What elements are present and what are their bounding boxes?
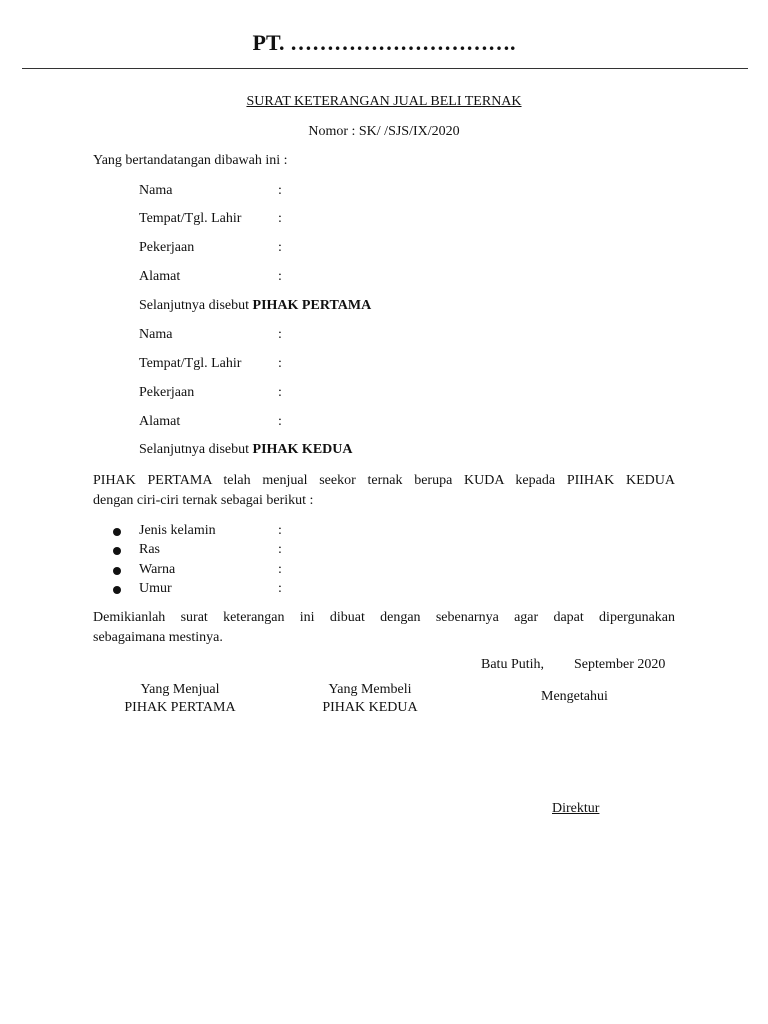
party2-field-label: Alamat (139, 414, 181, 429)
buyer-party: PIHAK KEDUA (322, 700, 418, 715)
characteristic-colon: : (278, 581, 282, 596)
header-divider (22, 68, 748, 69)
closing-statement-continued: sebagaimana mestinya. (93, 630, 223, 645)
characteristic-label: Ras (139, 542, 160, 557)
sale-statement: PIHAK PERTAMA telah menjual seekor ternak berupa KUDA kepada PIIHAK KEDUA (93, 473, 675, 488)
party1-field-colon: : (278, 240, 282, 255)
signing-place: Batu Putih, (481, 657, 545, 672)
company-header: PT. …………………………. (252, 30, 516, 55)
party1-field-label: Pekerjaan (139, 240, 195, 255)
characteristic-colon: : (278, 542, 282, 557)
party2-field-label: Tempat/Tgl. Lahir (139, 356, 242, 371)
bullet-icon (113, 567, 121, 575)
party1-designation (139, 298, 371, 314)
party2-field-colon: : (278, 327, 282, 342)
characteristic-colon: : (278, 562, 282, 577)
characteristic-label: Umur (139, 581, 172, 596)
witness-label: Mengetahui (541, 689, 608, 704)
document-title: SURAT KETERANGAN JUAL BELI TERNAK (246, 94, 522, 109)
party2-field-colon: : (278, 356, 282, 371)
bullet-icon (113, 547, 121, 555)
party1-field-label: Tempat/Tgl. Lahir (139, 211, 242, 226)
intro-text: Yang bertandatangan dibawah ini : (93, 153, 288, 168)
characteristic-label: Jenis kelamin (139, 523, 216, 538)
party1-field-colon: : (278, 269, 282, 284)
party1-field-colon: : (278, 183, 282, 198)
signing-date: September 2020 (574, 657, 666, 672)
bullet-icon (113, 586, 121, 594)
party2-field-colon: : (278, 385, 282, 400)
seller-label: Yang Menjual (140, 682, 220, 697)
party1-field-label: Alamat (139, 269, 181, 284)
bullet-icon (113, 528, 121, 536)
party1-name: PIHAK PERTAMA (252, 298, 372, 313)
seller-party: PIHAK PERTAMA (124, 700, 236, 715)
designation-prefix: Selanjutnya disebut (139, 298, 253, 313)
characteristic-colon: : (278, 523, 282, 538)
director-title: Direktur (552, 801, 600, 816)
party1-field-label: Nama (139, 183, 173, 198)
party2-field-label: Pekerjaan (139, 385, 195, 400)
party1-field-colon: : (278, 211, 282, 226)
buyer-label: Yang Membeli (328, 682, 412, 697)
closing-statement: Demikianlah surat keterangan ini dibuat dengan sebenarnya agar dapat dipergunakan (93, 610, 675, 625)
party2-name: PIHAK KEDUA (252, 442, 353, 457)
buyer-signature-block (290, 681, 450, 717)
designation-prefix: Selanjutnya disebut (139, 442, 253, 457)
document-number: Nomor : SK/ /SJS/IX/2020 (308, 124, 460, 139)
seller-signature-block (100, 681, 260, 717)
characteristic-label: Warna (139, 562, 176, 577)
party2-field-colon: : (278, 414, 282, 429)
party2-designation (139, 442, 353, 458)
sale-statement-continued: dengan ciri-ciri ternak sebagai berikut : (93, 493, 314, 508)
party2-field-label: Nama (139, 327, 173, 342)
